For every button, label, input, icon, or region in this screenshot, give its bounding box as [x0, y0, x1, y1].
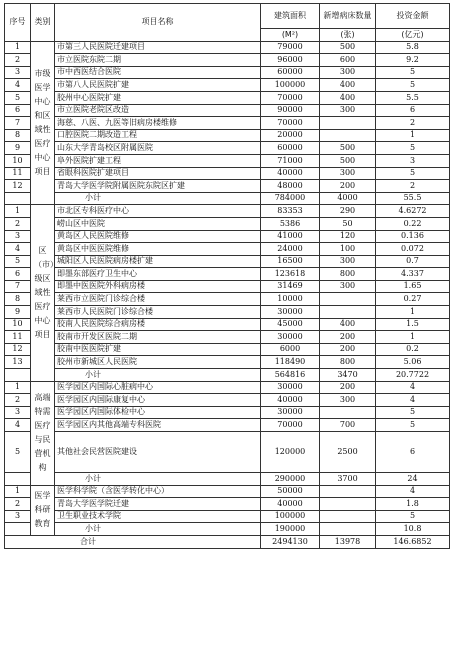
project-name: 胶州市新城区人民医院 [55, 356, 261, 369]
beds-value: 50 [320, 217, 376, 230]
row-seq: 3 [5, 406, 31, 419]
project-name: 即墨中医医院外科病房楼 [55, 280, 261, 293]
row-seq: 12 [5, 343, 31, 356]
invest-value: 1 [376, 306, 450, 319]
area-value: 16500 [261, 255, 320, 268]
area-value: 71000 [261, 154, 320, 167]
table-row [5, 180, 450, 193]
row-seq: 11 [5, 167, 31, 180]
subtotal-row [5, 369, 450, 382]
invest-value: 5 [376, 406, 450, 419]
invest-value: 9.2 [376, 54, 450, 67]
table-header-row [5, 4, 450, 29]
row-seq: 4 [5, 419, 31, 432]
project-name: 阜外医院扩建工程 [55, 154, 261, 167]
beds-value: 500 [320, 41, 376, 54]
area-value: 60000 [261, 66, 320, 79]
total-invest: 146.6852 [376, 535, 450, 548]
table-row [5, 91, 450, 104]
category-cell: 市级医学中心和区域性医疗中心项目 [31, 41, 55, 205]
invest-value: 0.22 [376, 217, 450, 230]
area-value: 31469 [261, 280, 320, 293]
invest-value: 5.06 [376, 356, 450, 369]
project-name: 胶州中心医院扩建 [55, 91, 261, 104]
area-value: 83353 [261, 205, 320, 218]
invest-value: 4 [376, 394, 450, 407]
row-seq: 4 [5, 243, 31, 256]
area-value: 70000 [261, 419, 320, 432]
table-row [5, 318, 450, 331]
row-seq: 9 [5, 142, 31, 155]
table-row [5, 104, 450, 117]
row-seq: 13 [5, 356, 31, 369]
project-name: 市立医院东院二期 [55, 54, 261, 67]
invest-value: 2 [376, 117, 450, 130]
row-seq: 2 [5, 54, 31, 67]
invest-value: 5 [376, 142, 450, 155]
row-seq: 11 [5, 331, 31, 344]
beds-value: 120 [320, 230, 376, 243]
beds-value [320, 498, 376, 511]
project-name: 医学园区内其他高端专科医院 [55, 419, 261, 432]
invest-value: 5 [376, 419, 450, 432]
subtotal-invest: 55.5 [376, 192, 450, 205]
invest-value: 0.7 [376, 255, 450, 268]
project-name: 黄岛区中医医院维修 [55, 243, 261, 256]
beds-value [320, 293, 376, 306]
category-cell: 区（市）级区域性医疗中心项目 [31, 205, 55, 381]
invest-value: 1.65 [376, 280, 450, 293]
area-value: 41000 [261, 230, 320, 243]
area-value: 30000 [261, 406, 320, 419]
table-row [5, 280, 450, 293]
subtotal-area: 564816 [261, 369, 320, 382]
table-row [5, 243, 450, 256]
table-row [5, 293, 450, 306]
project-name: 青岛大学医学院迁建 [55, 498, 261, 511]
subtotal-seq [5, 523, 31, 536]
subtotal-area: 190000 [261, 523, 320, 536]
beds-value: 400 [320, 318, 376, 331]
row-seq: 3 [5, 510, 31, 523]
table-row [5, 129, 450, 142]
project-name: 市中西医结合医院 [55, 66, 261, 79]
row-seq: 10 [5, 154, 31, 167]
table-row [5, 117, 450, 130]
subtotal-label: 小计 [55, 473, 261, 486]
investment-table-sheet [4, 3, 449, 549]
area-value: 100000 [261, 510, 320, 523]
project-name: 黄岛区人民医院维修 [55, 230, 261, 243]
beds-value [320, 510, 376, 523]
table-row [5, 485, 450, 498]
project-name: 市立医院老院区改造 [55, 104, 261, 117]
header-category: 类别 [31, 4, 55, 42]
subtotal-beds: 4000 [320, 192, 376, 205]
header-seq: 序号 [5, 4, 31, 42]
invest-value: 4 [376, 485, 450, 498]
area-value: 96000 [261, 54, 320, 67]
beds-value: 500 [320, 154, 376, 167]
area-value: 79000 [261, 41, 320, 54]
subtotal-invest: 24 [376, 473, 450, 486]
total-row [5, 535, 450, 548]
project-name: 市北区专科医疗中心 [55, 205, 261, 218]
subtotal-label: 小计 [55, 192, 261, 205]
invest-value: 3 [376, 154, 450, 167]
invest-value: 0.27 [376, 293, 450, 306]
row-seq: 4 [5, 79, 31, 92]
beds-value [320, 306, 376, 319]
project-name: 崂山区中医院 [55, 217, 261, 230]
area-value: 10000 [261, 293, 320, 306]
total-area: 2494130 [261, 535, 320, 548]
invest-value: 5 [376, 510, 450, 523]
row-seq: 2 [5, 217, 31, 230]
subtotal-seq [5, 369, 31, 382]
beds-value: 800 [320, 356, 376, 369]
row-seq: 3 [5, 230, 31, 243]
invest-value: 4 [376, 381, 450, 394]
beds-value: 2500 [320, 432, 376, 473]
beds-value: 100 [320, 243, 376, 256]
invest-value: 1 [376, 129, 450, 142]
subtotal-beds: 3470 [320, 369, 376, 382]
row-seq: 5 [5, 432, 31, 473]
row-seq: 2 [5, 498, 31, 511]
project-name: 医学园区内国际康复中心 [55, 394, 261, 407]
project-name: 城阳区人民医院病房楼扩建 [55, 255, 261, 268]
area-value: 60000 [261, 142, 320, 155]
table-row [5, 498, 450, 511]
table-row [5, 406, 450, 419]
subtotal-beds: 3700 [320, 473, 376, 486]
subtotal-label: 小计 [55, 369, 261, 382]
project-name: 海慈、八医、九医等旧病房楼维修 [55, 117, 261, 130]
beds-value: 300 [320, 280, 376, 293]
header-invest-unit: (亿元) [376, 29, 450, 42]
row-seq: 1 [5, 41, 31, 54]
subtotal-invest: 20.7722 [376, 369, 450, 382]
invest-value: 5 [376, 167, 450, 180]
table-row [5, 510, 450, 523]
category-cell: 医学科研教育 [31, 485, 55, 535]
subtotal-label: 小计 [55, 523, 261, 536]
area-value: 45000 [261, 318, 320, 331]
table-row [5, 154, 450, 167]
invest-value: 5.8 [376, 41, 450, 54]
invest-value: 5 [376, 79, 450, 92]
subtotal-row [5, 523, 450, 536]
invest-value: 4.6272 [376, 205, 450, 218]
project-name: 莱西市人民医院门诊综合楼 [55, 306, 261, 319]
table-row [5, 66, 450, 79]
project-name: 胶南中医医院扩建 [55, 343, 261, 356]
beds-value: 200 [320, 343, 376, 356]
beds-value: 400 [320, 79, 376, 92]
row-seq: 10 [5, 318, 31, 331]
table-row [5, 381, 450, 394]
project-name: 即墨东部医疗卫生中心 [55, 268, 261, 281]
row-seq: 1 [5, 205, 31, 218]
area-value: 90000 [261, 104, 320, 117]
beds-value: 400 [320, 91, 376, 104]
project-name: 医学园区内国际心脏病中心 [55, 381, 261, 394]
project-name: 山东大学青岛校区附属医院 [55, 142, 261, 155]
header-beds: 新增病床数量 [320, 4, 376, 29]
project-name: 莱西市立医院门诊综合楼 [55, 293, 261, 306]
area-value: 120000 [261, 432, 320, 473]
header-area-unit: (M²) [261, 29, 320, 42]
subtotal-seq [5, 192, 31, 205]
area-value: 20000 [261, 129, 320, 142]
invest-value: 1 [376, 331, 450, 344]
project-name: 市第八人民医院扩建 [55, 79, 261, 92]
beds-value: 290 [320, 205, 376, 218]
row-seq: 8 [5, 293, 31, 306]
subtotal-invest: 10.8 [376, 523, 450, 536]
beds-value: 200 [320, 331, 376, 344]
table-row [5, 331, 450, 344]
beds-value: 300 [320, 66, 376, 79]
hospital-projects-table [4, 3, 450, 549]
project-name: 胶南市开发区医院二期 [55, 331, 261, 344]
beds-value: 500 [320, 142, 376, 155]
beds-value: 600 [320, 54, 376, 67]
total-beds: 13978 [320, 535, 376, 548]
total-label: 合计 [5, 535, 261, 548]
beds-value: 300 [320, 255, 376, 268]
table-row [5, 230, 450, 243]
project-name: 卫生职业技术学院 [55, 510, 261, 523]
beds-value: 300 [320, 394, 376, 407]
invest-value: 4.337 [376, 268, 450, 281]
beds-value: 300 [320, 167, 376, 180]
invest-value: 1.8 [376, 498, 450, 511]
table-row [5, 255, 450, 268]
beds-value: 200 [320, 180, 376, 193]
area-value: 24000 [261, 243, 320, 256]
beds-value [320, 406, 376, 419]
project-name: 医学园区内国际体检中心 [55, 406, 261, 419]
project-name: 医学科学院（含医学转化中心） [55, 485, 261, 498]
area-value: 6000 [261, 343, 320, 356]
invest-value: 5 [376, 66, 450, 79]
subtotal-area: 784000 [261, 192, 320, 205]
project-name: 市第三人民医院迁建项目 [55, 41, 261, 54]
table-row [5, 394, 450, 407]
project-name: 其他社会民营医院建设 [55, 432, 261, 473]
subtotal-row [5, 473, 450, 486]
invest-value: 0.2 [376, 343, 450, 356]
project-name: 省眼科医院扩建项目 [55, 167, 261, 180]
area-value: 70000 [261, 117, 320, 130]
table-row [5, 142, 450, 155]
subtotal-beds [320, 523, 376, 536]
area-value: 118490 [261, 356, 320, 369]
table-row [5, 306, 450, 319]
beds-value [320, 129, 376, 142]
table-row [5, 432, 450, 473]
row-seq: 2 [5, 394, 31, 407]
area-value: 50000 [261, 485, 320, 498]
header-beds-unit: (张) [320, 29, 376, 42]
row-seq: 5 [5, 255, 31, 268]
row-seq: 3 [5, 66, 31, 79]
table-row [5, 41, 450, 54]
header-area: 建筑面积 [261, 4, 320, 29]
table-row [5, 54, 450, 67]
row-seq: 6 [5, 268, 31, 281]
area-value: 70000 [261, 91, 320, 104]
table-row [5, 79, 450, 92]
project-name: 口腔医院二期改造工程 [55, 129, 261, 142]
area-value: 40000 [261, 167, 320, 180]
subtotal-row [5, 192, 450, 205]
beds-value: 800 [320, 268, 376, 281]
beds-value [320, 485, 376, 498]
area-value: 30000 [261, 381, 320, 394]
project-name: 青岛大学医学院附属医院东院区扩建 [55, 180, 261, 193]
category-cell: 高端特需医疗与民营机构 [31, 381, 55, 485]
row-seq: 12 [5, 180, 31, 193]
table-row [5, 167, 450, 180]
invest-value: 0.072 [376, 243, 450, 256]
row-seq: 7 [5, 280, 31, 293]
area-value: 40000 [261, 498, 320, 511]
invest-value: 0.136 [376, 230, 450, 243]
area-value: 48000 [261, 180, 320, 193]
invest-value: 6 [376, 104, 450, 117]
table-row [5, 217, 450, 230]
table-row [5, 205, 450, 218]
row-seq: 8 [5, 129, 31, 142]
table-row [5, 268, 450, 281]
invest-value: 1.5 [376, 318, 450, 331]
area-value: 100000 [261, 79, 320, 92]
invest-value: 2 [376, 180, 450, 193]
subtotal-area: 290000 [261, 473, 320, 486]
invest-value: 5.5 [376, 91, 450, 104]
beds-value: 700 [320, 419, 376, 432]
beds-value: 200 [320, 381, 376, 394]
subtotal-seq [5, 473, 31, 486]
row-seq: 1 [5, 485, 31, 498]
area-value: 30000 [261, 331, 320, 344]
area-value: 40000 [261, 394, 320, 407]
beds-value: 300 [320, 104, 376, 117]
row-seq: 5 [5, 91, 31, 104]
area-value: 123618 [261, 268, 320, 281]
table-row [5, 356, 450, 369]
row-seq: 9 [5, 306, 31, 319]
header-name: 项目名称 [55, 4, 261, 42]
header-invest: 投资金额 [376, 4, 450, 29]
beds-value [320, 117, 376, 130]
row-seq: 6 [5, 104, 31, 117]
area-value: 5386 [261, 217, 320, 230]
table-row [5, 419, 450, 432]
row-seq: 7 [5, 117, 31, 130]
project-name: 胶南人民医院综合病房楼 [55, 318, 261, 331]
invest-value: 6 [376, 432, 450, 473]
area-value: 30000 [261, 306, 320, 319]
table-row [5, 343, 450, 356]
row-seq: 1 [5, 381, 31, 394]
